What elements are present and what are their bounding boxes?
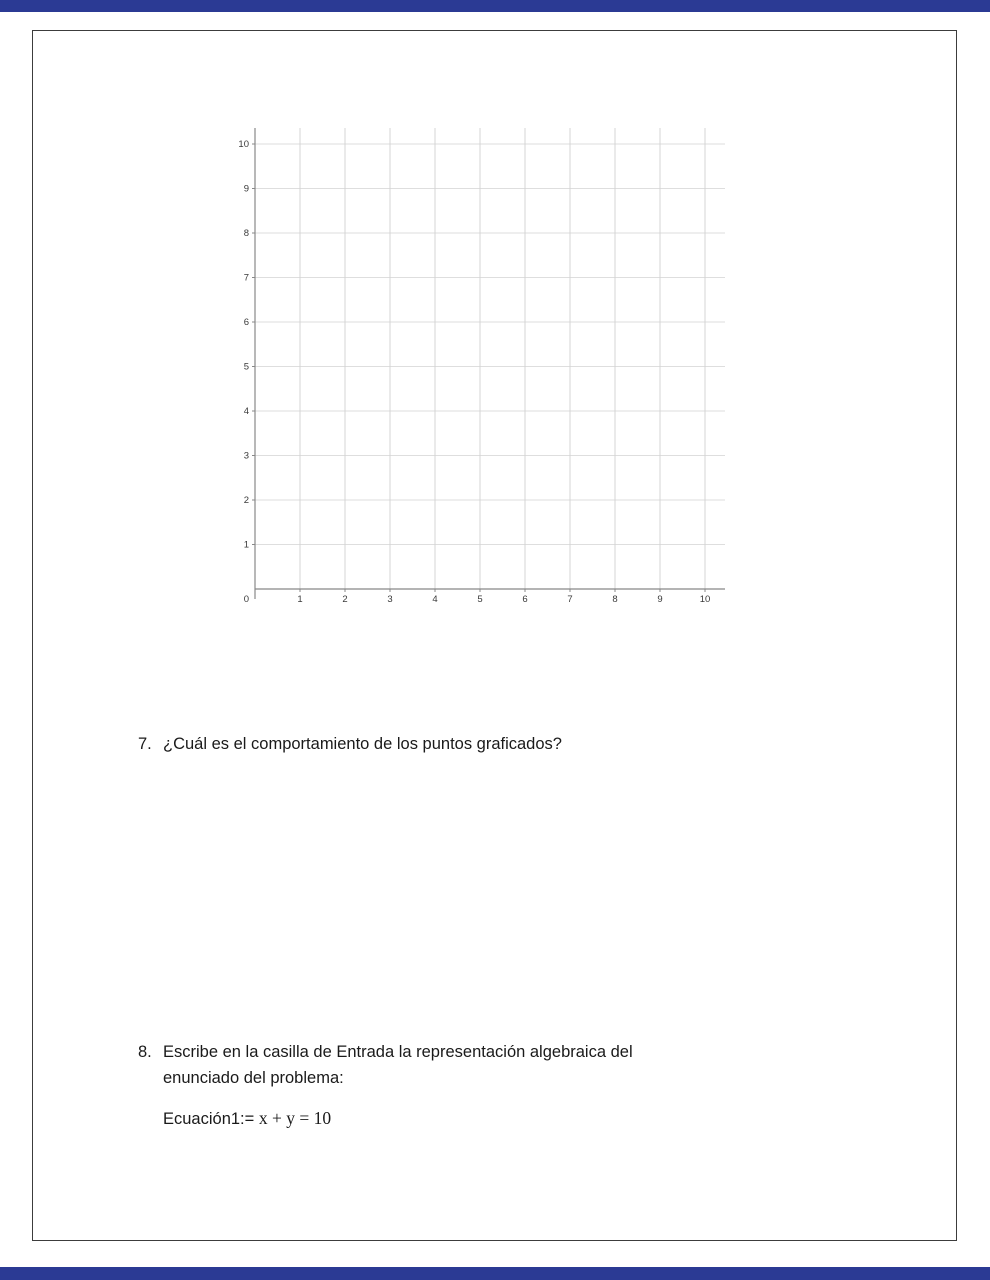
equation-line bbox=[163, 1108, 331, 1129]
svg-text:6: 6 bbox=[522, 594, 528, 605]
svg-text:4: 4 bbox=[432, 594, 438, 605]
coordinate-grid-svg bbox=[225, 126, 725, 611]
svg-text:2: 2 bbox=[243, 495, 249, 506]
svg-text:10: 10 bbox=[238, 139, 249, 150]
svg-text:5: 5 bbox=[243, 361, 249, 373]
svg-text:10: 10 bbox=[699, 594, 711, 605]
equation-value: x + y = 10 bbox=[258, 1108, 332, 1128]
question-8-text bbox=[163, 1039, 633, 1091]
question-7-text: ¿Cuál es el comportamiento de los puntos graficados? bbox=[163, 735, 562, 753]
top-accent-bar bbox=[0, 0, 990, 12]
question-7-number: 7. bbox=[138, 735, 152, 753]
bottom-accent-bar bbox=[0, 1267, 990, 1280]
svg-text:7: 7 bbox=[567, 594, 573, 605]
question-8-line2: enunciado del problema: bbox=[163, 1069, 344, 1087]
svg-text:4: 4 bbox=[243, 406, 249, 417]
equation-label: Ecuación1:= bbox=[163, 1110, 255, 1128]
question-8-line1: Escribe en la casilla de Entrada la representación algebraica del bbox=[163, 1043, 633, 1061]
question-8-number: 8. bbox=[138, 1043, 152, 1061]
svg-text:9: 9 bbox=[657, 594, 663, 605]
coordinate-grid bbox=[225, 126, 725, 611]
svg-text:9: 9 bbox=[243, 183, 249, 195]
svg-text:0: 0 bbox=[243, 594, 249, 605]
svg-text:8: 8 bbox=[612, 594, 618, 605]
svg-text:1: 1 bbox=[297, 594, 303, 605]
svg-text:3: 3 bbox=[387, 594, 393, 605]
svg-text:5: 5 bbox=[477, 594, 483, 605]
svg-text:3: 3 bbox=[243, 450, 249, 462]
svg-text:6: 6 bbox=[243, 317, 249, 328]
svg-text:1: 1 bbox=[243, 539, 249, 551]
svg-text:2: 2 bbox=[342, 594, 348, 605]
svg-text:8: 8 bbox=[243, 228, 249, 239]
question-7 bbox=[138, 731, 562, 757]
question-8 bbox=[138, 1039, 633, 1091]
svg-text:7: 7 bbox=[243, 272, 249, 284]
